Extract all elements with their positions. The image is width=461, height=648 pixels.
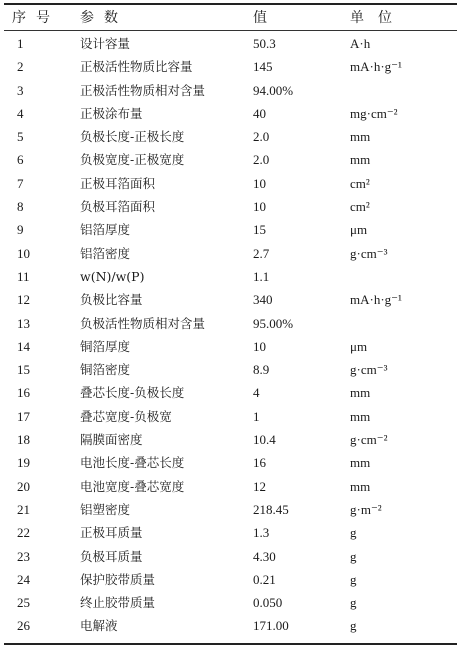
row-param: 正极活性物质比容量 bbox=[80, 59, 193, 75]
row-param: 铝箔密度 bbox=[80, 245, 131, 261]
row-unit: g bbox=[350, 548, 357, 564]
row-number: 15 bbox=[17, 362, 30, 378]
table-row bbox=[0, 55, 461, 78]
row-value: 0.21 bbox=[253, 571, 276, 587]
row-unit: μm bbox=[350, 222, 368, 238]
row-number: 19 bbox=[17, 455, 30, 471]
row-number: 3 bbox=[17, 82, 24, 98]
row-unit: μm bbox=[350, 338, 368, 354]
row-number: 14 bbox=[17, 338, 30, 354]
row-param: 负极宽度-正极宽度 bbox=[80, 152, 185, 168]
row-unit: mA·h·g⁻¹ bbox=[350, 59, 402, 75]
row-number: 4 bbox=[17, 105, 24, 121]
row-value: 10 bbox=[253, 199, 266, 215]
row-value: 1.1 bbox=[253, 268, 270, 284]
row-param: 正极涂布量 bbox=[80, 105, 143, 121]
row-param: 电池长度-叠芯长度 bbox=[80, 455, 185, 471]
table-row bbox=[0, 545, 461, 568]
row-value: 2.7 bbox=[253, 245, 270, 261]
table-header-row bbox=[0, 6, 461, 30]
row-unit: cm² bbox=[350, 175, 370, 191]
row-value: 145 bbox=[253, 59, 273, 75]
row-param: 叠芯宽度-负极宽 bbox=[80, 408, 172, 424]
table-row bbox=[0, 358, 461, 381]
table-row bbox=[0, 521, 461, 544]
row-value: 10.4 bbox=[253, 432, 276, 448]
table-row bbox=[0, 405, 461, 428]
table-row bbox=[0, 102, 461, 125]
row-number: 21 bbox=[17, 501, 30, 517]
row-unit: g·cm⁻³ bbox=[350, 245, 388, 261]
header-rule bbox=[4, 30, 457, 31]
row-unit: mm bbox=[350, 408, 371, 424]
row-param: 铝箔厚度 bbox=[80, 222, 131, 238]
header-value: 值 bbox=[253, 10, 267, 26]
bottom-rule bbox=[4, 643, 457, 645]
row-param: 负极比容量 bbox=[80, 292, 143, 308]
table-row bbox=[0, 312, 461, 335]
row-param: 正极耳质量 bbox=[80, 525, 143, 541]
row-unit: g·cm⁻³ bbox=[350, 362, 388, 378]
row-param: 铜箔密度 bbox=[80, 362, 131, 378]
row-number: 25 bbox=[17, 595, 30, 611]
row-param: 负极耳质量 bbox=[80, 548, 143, 564]
row-value: 2.0 bbox=[253, 152, 270, 168]
row-value: 4.30 bbox=[253, 548, 276, 564]
row-unit: mm bbox=[350, 478, 371, 494]
row-param: 负极长度-正极长度 bbox=[80, 129, 185, 145]
row-param: 铜箔厚度 bbox=[80, 338, 131, 354]
row-value: 8.9 bbox=[253, 362, 270, 378]
row-number: 7 bbox=[17, 175, 24, 191]
row-unit: g·cm⁻² bbox=[350, 432, 388, 448]
table-row bbox=[0, 148, 461, 171]
row-value: 1 bbox=[253, 408, 260, 424]
row-unit: cm² bbox=[350, 199, 370, 215]
row-param: 隔膜面密度 bbox=[80, 432, 143, 448]
row-unit: mA·h·g⁻¹ bbox=[350, 292, 402, 308]
table-row bbox=[0, 451, 461, 474]
row-param: 保护胶带质量 bbox=[80, 571, 156, 587]
row-param: 负极活性物质相对含量 bbox=[80, 315, 206, 331]
table-row bbox=[0, 125, 461, 148]
row-number: 18 bbox=[17, 432, 30, 448]
row-param: 叠芯长度-负极长度 bbox=[80, 385, 185, 401]
table-row bbox=[0, 265, 461, 288]
table-row bbox=[0, 218, 461, 241]
table-row bbox=[0, 79, 461, 102]
row-param: 电解液 bbox=[80, 618, 118, 634]
table-row bbox=[0, 195, 461, 218]
table-row bbox=[0, 288, 461, 311]
row-value: 171.00 bbox=[253, 618, 289, 634]
row-value: 10 bbox=[253, 338, 266, 354]
row-unit: g bbox=[350, 595, 357, 611]
row-unit: mg·cm⁻² bbox=[350, 105, 398, 121]
row-number: 5 bbox=[17, 129, 24, 145]
row-value: 10 bbox=[253, 175, 266, 191]
row-number: 1 bbox=[17, 36, 24, 51]
row-number: 24 bbox=[17, 571, 30, 587]
row-unit: g bbox=[350, 618, 357, 634]
header-unit: 单位 bbox=[350, 10, 406, 26]
row-number: 23 bbox=[17, 548, 30, 564]
row-value: 50.3 bbox=[253, 36, 276, 51]
row-param: w(N)/w(P) bbox=[80, 268, 145, 284]
row-value: 12 bbox=[253, 478, 266, 494]
row-param: 铝塑密度 bbox=[80, 501, 131, 517]
table-row bbox=[0, 172, 461, 195]
row-number: 16 bbox=[17, 385, 30, 401]
row-unit: mm bbox=[350, 129, 371, 145]
row-param: 负极耳箔面积 bbox=[80, 199, 156, 215]
header-no: 序号 bbox=[12, 10, 60, 26]
row-number: 8 bbox=[17, 199, 24, 215]
row-number: 9 bbox=[17, 222, 24, 238]
row-unit: g bbox=[350, 571, 357, 587]
row-param: 正极耳箔面积 bbox=[80, 175, 156, 191]
row-number: 6 bbox=[17, 152, 24, 168]
row-number: 22 bbox=[17, 525, 30, 541]
header-param: 参数 bbox=[80, 10, 128, 26]
row-value: 94.00% bbox=[253, 82, 294, 98]
table-row bbox=[0, 32, 461, 55]
table-row bbox=[0, 335, 461, 358]
row-value: 40 bbox=[253, 105, 266, 121]
table-row bbox=[0, 475, 461, 498]
row-value: 95.00% bbox=[253, 315, 294, 331]
table-body bbox=[0, 32, 461, 638]
table-row bbox=[0, 381, 461, 404]
table-row bbox=[0, 591, 461, 614]
row-value: 15 bbox=[253, 222, 266, 238]
row-param: 正极活性物质相对含量 bbox=[80, 82, 206, 98]
row-unit: g·m⁻² bbox=[350, 501, 382, 517]
row-param: 电池宽度-叠芯宽度 bbox=[80, 478, 185, 494]
row-param: 终止胶带质量 bbox=[80, 595, 156, 611]
row-number: 10 bbox=[17, 245, 30, 261]
top-rule bbox=[4, 3, 457, 5]
row-value: 0.050 bbox=[253, 595, 283, 611]
row-number: 17 bbox=[17, 408, 30, 424]
row-number: 20 bbox=[17, 478, 30, 494]
table-row bbox=[0, 614, 461, 637]
row-value: 340 bbox=[253, 292, 273, 308]
row-value: 1.3 bbox=[253, 525, 270, 541]
row-number: 2 bbox=[17, 59, 24, 75]
row-param: 设计容量 bbox=[80, 36, 131, 51]
row-unit: g bbox=[350, 525, 357, 541]
table-row bbox=[0, 568, 461, 591]
table-row bbox=[0, 242, 461, 265]
row-value: 16 bbox=[253, 455, 266, 471]
row-number: 11 bbox=[17, 268, 30, 284]
row-unit: mm bbox=[350, 385, 371, 401]
row-number: 26 bbox=[17, 618, 30, 634]
table-row bbox=[0, 498, 461, 521]
row-unit: A·h bbox=[350, 36, 371, 51]
table-row bbox=[0, 428, 461, 451]
row-unit: mm bbox=[350, 455, 371, 471]
row-value: 2.0 bbox=[253, 129, 270, 145]
row-value: 4 bbox=[253, 385, 260, 401]
row-unit: mm bbox=[350, 152, 371, 168]
row-number: 13 bbox=[17, 315, 30, 331]
row-number: 12 bbox=[17, 292, 30, 308]
row-value: 218.45 bbox=[253, 501, 289, 517]
